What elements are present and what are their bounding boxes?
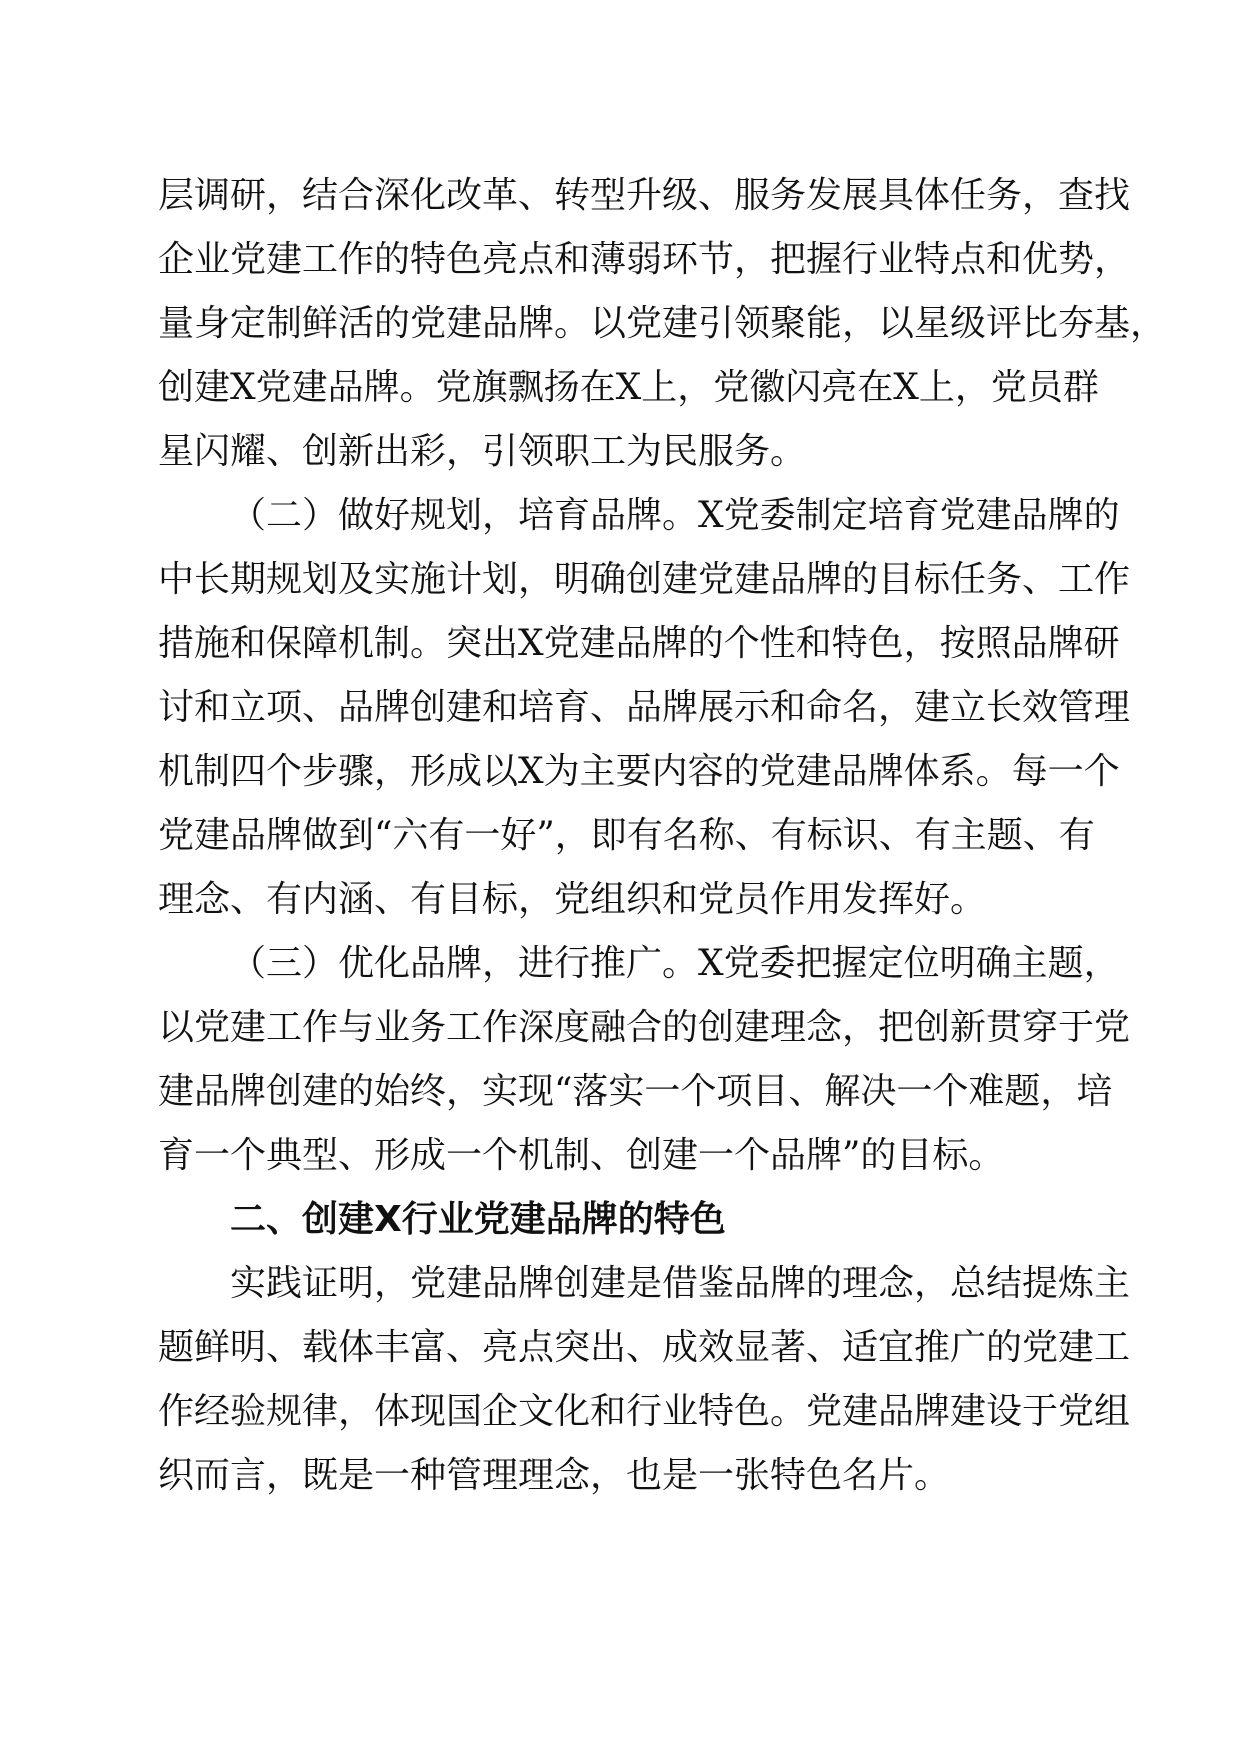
paragraph-line: （三）优化品牌，进行推广。X党委把握定位明确主题， (230, 943, 1120, 984)
paragraph-line: 以党建工作与业务工作深度融合的创建理念，把创新贯穿于党 (158, 1007, 1131, 1048)
paragraph-line: 实践证明，党建品牌创建是借鉴品牌的理念，总结提炼主 (230, 1263, 1131, 1304)
paragraph-line: 中长期规划及实施计划，明确创建党建品牌的目标任务、工作 (158, 559, 1131, 600)
paragraph-line: 量身定制鲜活的党建品牌。以党建引领聚能，以星级评比夯基， (158, 303, 1167, 344)
paragraph-line: 层调研，结合深化改革、转型升级、服务发展具体任务，查找 (158, 175, 1131, 216)
paragraph-line: （二）做好规划，培育品牌。X党委制定培育党建品牌的 (230, 495, 1120, 536)
paragraph-line: 星闪耀、创新出彩，引领职工为民服务。 (158, 431, 807, 472)
paragraph-line: 作经验规律，体现国企文化和行业特色。党建品牌建设于党组 (158, 1391, 1131, 1432)
paragraph-line: 题鲜明、载体丰富、亮点突出、成效显著、适宜推广的党建工 (158, 1327, 1131, 1368)
paragraph-line: 织而言，既是一种管理理念，也是一张特色名片。 (158, 1455, 951, 1496)
paragraph-line: 讨和立项、品牌创建和培育、品牌展示和命名，建立长效管理 (158, 687, 1131, 728)
paragraph-line: 创建X党建品牌。党旗飘扬在X上，党徽闪亮在X上，党员群 (158, 367, 1099, 408)
paragraph-line: 措施和保障机制。突出X党建品牌的个性和特色，按照品牌研 (158, 623, 1120, 664)
body-text (158, 164, 1167, 1508)
paragraph-line: 建品牌创建的始终，实现“落实一个项目、解决一个难题，培 (158, 1071, 1113, 1112)
paragraph-line: 理念、有内涵、有目标，党组织和党员作用发挥好。 (158, 879, 987, 920)
paragraph-line: 育一个典型、形成一个机制、创建一个品牌”的目标。 (158, 1135, 1005, 1176)
paragraph-line: 党建品牌做到“六有一好”，即有名称、有标识、有主题、有 (158, 815, 1095, 856)
paragraph-line: 机制四个步骤，形成以X为主要内容的党建品牌体系。每一个 (158, 751, 1120, 792)
section-heading: 二、创建X行业党建品牌的特色 (230, 1199, 726, 1240)
paragraph-line: 企业党建工作的特色亮点和薄弱环节，把握行业特点和优势， (158, 239, 1131, 280)
